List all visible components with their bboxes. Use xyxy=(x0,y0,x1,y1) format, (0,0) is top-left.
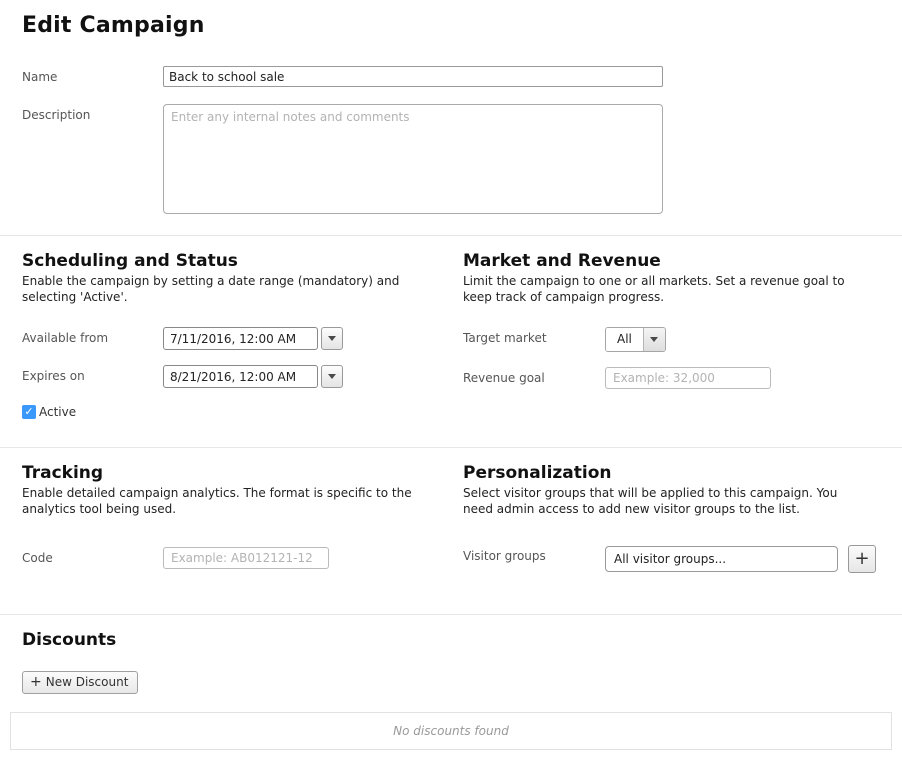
description-label: Description xyxy=(22,108,91,122)
empty-message: No discounts found xyxy=(393,724,509,738)
tracking-personalization-section xyxy=(0,448,902,588)
plus-icon: + xyxy=(30,674,42,690)
personalization-column xyxy=(463,463,880,588)
available-from-label: Available from xyxy=(22,331,109,345)
available-from-dropdown-button[interactable] xyxy=(321,327,343,350)
scheduling-market-section xyxy=(0,236,902,419)
revenue-goal-input[interactable] xyxy=(605,367,771,389)
tracking-code-input[interactable] xyxy=(163,547,329,569)
revenue-goal-label: Revenue goal xyxy=(463,371,545,385)
active-checkbox[interactable]: ✓ xyxy=(22,405,36,419)
target-market-row xyxy=(463,327,880,352)
new-discount-button-label: New Discount xyxy=(45,675,129,689)
tracking-subtitle: Enable detailed campaign analytics. The format is specific to the analytics tool being used. xyxy=(22,486,412,516)
market-subtitle: Limit the campaign to one or all markets. Set a revenue goal to keep track of campaign progress. xyxy=(463,274,845,304)
target-market-label: Target market xyxy=(463,331,547,345)
chevron-down-icon xyxy=(328,374,336,379)
personalization-subtitle: Select visitor groups that will be applied to this campaign. You need admin access to add new visitor groups to the list. xyxy=(463,486,838,516)
code-row xyxy=(22,547,463,569)
market-title: Market and Revenue xyxy=(463,251,661,271)
chevron-down-icon xyxy=(328,336,336,341)
expires-on-label: Expires on xyxy=(22,369,85,383)
target-market-select[interactable] xyxy=(605,327,666,352)
code-label: Code xyxy=(22,551,53,565)
expires-on-input[interactable] xyxy=(163,365,318,388)
visitor-groups-label: Visitor groups xyxy=(463,549,546,563)
tracking-column xyxy=(22,463,463,588)
discount-list xyxy=(0,712,902,750)
available-from-row xyxy=(22,327,463,350)
new-discount-button[interactable] xyxy=(22,671,138,694)
discounts-section xyxy=(0,615,902,750)
tracking-title: Tracking xyxy=(22,463,104,483)
expires-on-row xyxy=(22,365,463,388)
description-row xyxy=(22,104,880,214)
scheduling-subtitle: Enable the campaign by setting a date range (mandatory) and selecting 'Active'. xyxy=(22,274,400,304)
page-header xyxy=(0,0,902,38)
scheduling-title: Scheduling and Status xyxy=(22,251,238,271)
active-row xyxy=(22,405,463,419)
discounts-title: Discounts xyxy=(22,630,117,650)
description-textarea[interactable] xyxy=(163,104,663,214)
personalization-title: Personalization xyxy=(463,463,612,483)
visitor-groups-row xyxy=(463,545,880,573)
chevron-down-icon xyxy=(650,337,658,342)
name-row xyxy=(22,66,880,87)
target-market-arrow xyxy=(643,328,665,351)
campaign-basic-form xyxy=(0,66,902,214)
visitor-groups-input[interactable] xyxy=(605,546,838,572)
expires-on-dropdown-button[interactable] xyxy=(321,365,343,388)
discount-list-empty-state xyxy=(10,712,892,750)
revenue-goal-row xyxy=(463,367,880,389)
market-column xyxy=(463,251,880,419)
add-visitor-group-button[interactable]: + xyxy=(848,545,876,573)
scheduling-column xyxy=(22,251,463,419)
active-label: Active xyxy=(39,405,77,419)
available-from-input[interactable] xyxy=(163,327,318,350)
page-title: Edit Campaign xyxy=(22,13,205,38)
name-input[interactable] xyxy=(163,66,663,87)
name-label: Name xyxy=(22,70,58,84)
target-market-value: All xyxy=(606,328,643,351)
